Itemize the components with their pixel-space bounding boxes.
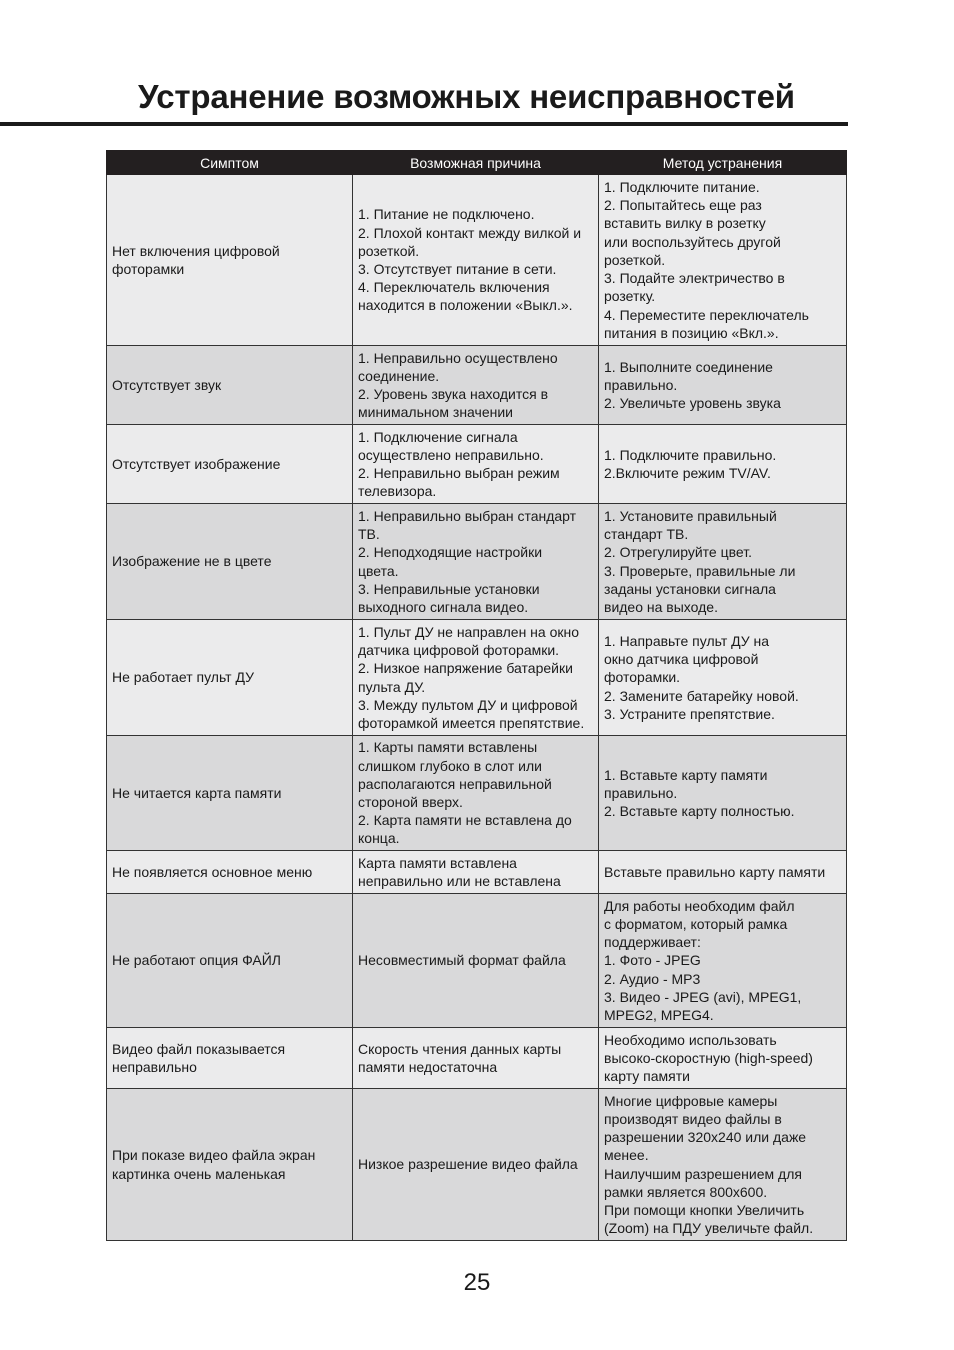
table-row <box>107 504 847 620</box>
cause-cell: 1. Неправильно выбран стандарт ТВ. 2. Неподходящие настройки цвета. 3. Неправильные установки выходного сигнала видео. <box>353 504 599 620</box>
cause-cell: Скорость чтения данных карты памяти недостаточна <box>353 1028 599 1089</box>
table-row <box>107 1028 847 1089</box>
remedy-cell: 1. Направьте пульт ДУ на окно датчика цифровой фоторамки. 2. Замените батарейку новой. 3. Устраните препятствие. <box>599 620 847 736</box>
cause-cell: 1. Питание не подключено. 2. Плохой контакт между вилкой и розеткой. 3. Отсутствует питание в сети. 4. Переключатель включения находится в положении «Выкл.». <box>353 175 599 346</box>
symptom-cell: Не читается карта памяти <box>107 736 353 851</box>
remedy-cell: 1. Подключите правильно. 2.Включите режим TV/AV. <box>599 425 847 504</box>
remedy-cell: Для работы необходим файл с форматом, который рамка поддерживает: 1. Фото - JPEG 2. Аудио - MP3 3. Видео - JPEG (avi), MPEG1, MPEG2, MPEG4. <box>599 894 847 1028</box>
cause-cell: 1. Карты памяти вставлены слишком глубоко в слот или располагаются неправильной стороной вверх. 2. Карта памяти не вставлена до конца. <box>353 736 599 851</box>
symptom-cell: Видео файл показывается неправильно <box>107 1028 353 1089</box>
cause-cell: 1. Неправильно осуществлено соединение. 2. Уровень звука находится в минимальном значении <box>353 346 599 425</box>
table-row <box>107 851 847 894</box>
remedy-cell: 1. Выполните соединение правильно. 2. Увеличьте уровень звука <box>599 346 847 425</box>
symptom-cell: Не работают опция ФАЙЛ <box>107 894 353 1028</box>
symptom-cell: Не появляется основное меню <box>107 851 353 894</box>
cause-cell: 1. Подключение сигнала осуществлено неправильно. 2. Неправильно выбран режим телевизора. <box>353 425 599 504</box>
symptom-cell: Отсутствует изображение <box>107 425 353 504</box>
troubleshooting-table <box>106 150 847 1241</box>
table-row <box>107 620 847 736</box>
remedy-cell: Необходимо использовать высоко-скоростную (high-speed) карту памяти <box>599 1028 847 1089</box>
header-symptom: Симптом <box>107 151 353 175</box>
page-title: Устранение возможных неисправностей <box>138 78 795 115</box>
cause-cell: Низкое разрешение видео файла <box>353 1089 599 1241</box>
symptom-cell: Нет включения цифровой фоторамки <box>107 175 353 346</box>
table-row <box>107 1089 847 1241</box>
page-number: 25 <box>463 1269 491 1296</box>
cause-cell: Несовместимый формат файла <box>353 894 599 1028</box>
remedy-cell: Вставьте правильно карту памяти <box>599 851 847 894</box>
cause-cell: Карта памяти вставлена неправильно или не вставлена <box>353 851 599 894</box>
remedy-cell: 1. Вставьте карту памяти правильно. 2. Вставьте карту полностью. <box>599 736 847 851</box>
cause-cell: 1. Пульт ДУ не направлен на окно датчика цифровой фоторамки. 2. Низкое напряжение батарейки пульта ДУ. 3. Между пультом ДУ и цифровой фоторамкой имеется препятствие. <box>353 620 599 736</box>
table-row <box>107 346 847 425</box>
symptom-cell: Не работает пульт ДУ <box>107 620 353 736</box>
table-row <box>107 425 847 504</box>
header-remedy: Метод устранения <box>599 151 847 175</box>
table-row <box>107 894 847 1028</box>
remedy-cell: 1. Установите правильный стандарт ТВ. 2. Отрегулируйте цвет. 3. Проверьте, правильные ли заданы установки сигнала видео на выходе. <box>599 504 847 620</box>
symptom-cell: Изображение не в цвете <box>107 504 353 620</box>
symptom-cell: При показе видео файла экран картинка очень маленькая <box>107 1089 353 1241</box>
header-cause: Возможная причина <box>353 151 599 175</box>
remedy-cell: 1. Подключите питание. 2. Попытайтесь еще раз вставить вилку в розетку или воспользуйтесь другой розеткой. 3. Подайте электричество в розетку. 4. Переместите переключатель питания в позицию «Вкл.». <box>599 175 847 346</box>
table-header <box>107 151 847 175</box>
symptom-cell: Отсутствует звук <box>107 346 353 425</box>
table-row <box>107 175 847 346</box>
table-row <box>107 736 847 851</box>
remedy-cell: Многие цифровые камеры производят видео файлы в разрешении 320x240 или даже менее. Наилучшим разрешением для рамки является 800x600. При помощи кнопки Увеличить (Zoom) на ПДУ увеличьте файл. <box>599 1089 847 1241</box>
title-rule <box>0 122 848 126</box>
